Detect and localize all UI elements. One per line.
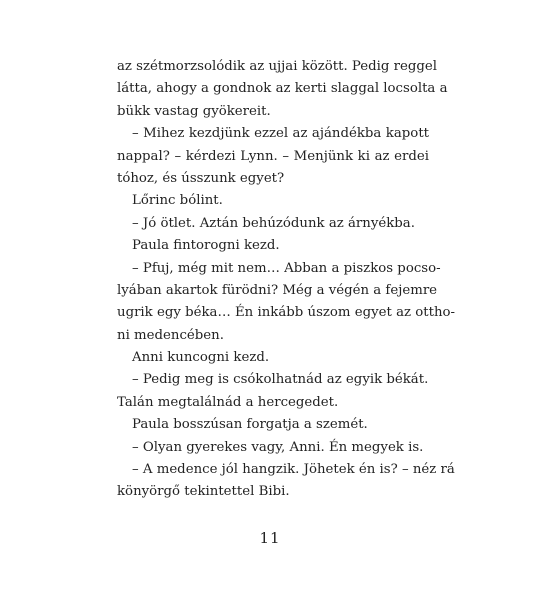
text-line: lyában akartok fürödni? Még a végén a fejemre xyxy=(117,282,438,298)
text-line: látta, ahogy a gondnok az kerti slaggal locsolta a xyxy=(117,81,448,97)
text-line: Lőrinc bólint. xyxy=(132,193,223,209)
text-line: tóhoz, és ússzunk egyet? xyxy=(117,170,285,186)
text-line: bükk vastag gyökereit. xyxy=(117,103,271,119)
text-line: – Pedig meg is csókolhatnád az egyik békát. xyxy=(132,372,429,388)
text-line: – Jó ötlet. Aztán behúzódunk az árnyékba. xyxy=(132,215,415,231)
text-line: könyörgő tekintettel Bibi. xyxy=(117,484,290,500)
text-line: ni medencében. xyxy=(117,327,224,343)
text-line: Paula fintorogni kezd. xyxy=(132,238,280,254)
text-line: Anni kuncogni kezd. xyxy=(132,350,270,366)
text-line: az szétmorzsolódik az ujjai között. Pedig reggel xyxy=(117,59,437,74)
text-line: – Pfuj, még mit nem… Abban a piszkos pocso- xyxy=(132,260,441,276)
text-line: ugrik egy béka… Én inkább úszom egyet az ottho- xyxy=(117,305,456,321)
text-line: – A medence jól hangzik. Jöhetek én is? – néz rá xyxy=(132,462,455,478)
text-line: nappal? – kérdezi Lynn. – Menjünk ki az erdei xyxy=(117,148,429,164)
text-line: – Mihez kezdjünk ezzel az ajándékba kapott xyxy=(132,126,429,142)
body-text xyxy=(117,56,456,504)
text-line: – Olyan gyerekes vagy, Anni. Én megyek is. xyxy=(132,439,424,455)
text-line: Paula bosszúsan forgatja a szemét. xyxy=(132,417,368,433)
text-line: Talán megtalálnád a hercegedet. xyxy=(117,394,339,410)
page-number: 11 xyxy=(259,529,281,547)
